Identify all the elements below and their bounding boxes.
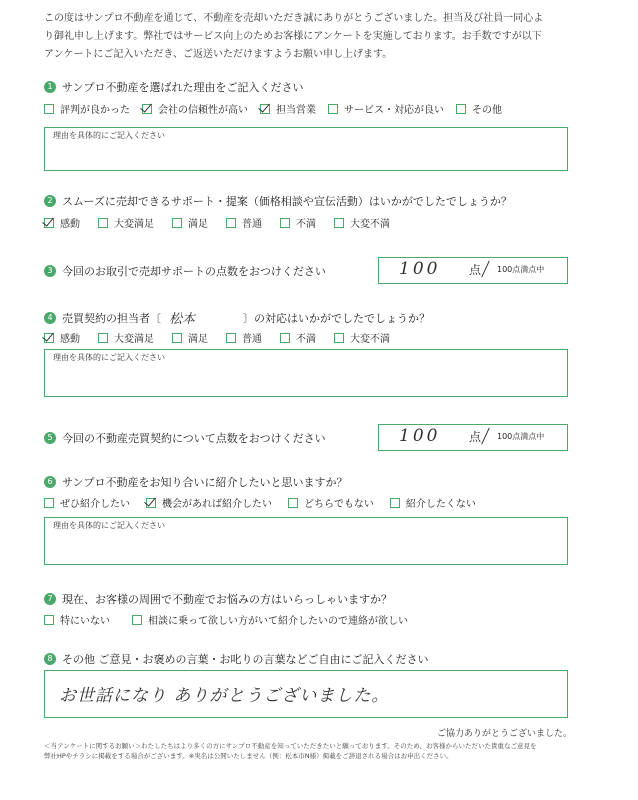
intro-text <box>44 10 604 64</box>
q4-options <box>44 330 402 345</box>
question-number: 5 <box>44 432 56 444</box>
q1-option-reputation[interactable]: 評判が良かった <box>44 101 130 116</box>
slash-divider <box>481 261 490 278</box>
question-text: 今回のお取引で売却サポートの点数をおつけください <box>62 265 326 278</box>
checkbox[interactable] <box>226 218 236 228</box>
q1-option-service[interactable]: サービス・対応が良い <box>328 101 444 116</box>
q6-options <box>44 495 488 510</box>
q2-option-dissatisfied[interactable]: 不満 <box>280 215 316 230</box>
q4-option-very-dissatisfied[interactable]: 大変不満 <box>334 330 390 345</box>
question-text: サンプロ不動産を選ばれた理由をご記入ください <box>62 81 304 94</box>
slash-divider <box>481 428 490 445</box>
checkbox-checked[interactable] <box>44 333 54 343</box>
question-text: その他 ご意見・お褒めの言葉・お叱りの言葉などご自由にご記入ください <box>62 653 429 666</box>
checkbox[interactable] <box>280 333 290 343</box>
score-value: 100 <box>399 259 441 279</box>
comment-answer: お世話になり ありがとうございました。 <box>59 686 390 706</box>
checkbox[interactable] <box>98 218 108 228</box>
q2-option-impressed[interactable]: 感動 <box>44 215 80 230</box>
question-2 <box>44 193 512 209</box>
footnote-line: ＜当アンケートに関するお願い＞わたしたちはより多くの方にサンプロ不動産を知っていただきたいと願っております。そのため、お客様からいただいた貴重なご意見を <box>44 742 537 750</box>
q7-option-contact[interactable]: 相談に乗って欲しい方がいて紹介したいので連絡が欲しい <box>132 612 408 627</box>
checkbox[interactable] <box>334 333 344 343</box>
question-number: 2 <box>44 195 56 207</box>
checkbox[interactable] <box>98 333 108 343</box>
score-unit: 点 <box>469 263 482 277</box>
checkbox[interactable] <box>226 333 236 343</box>
q6-option-neutral[interactable]: どちらでもない <box>288 495 374 510</box>
q2-option-average[interactable]: 普通 <box>226 215 262 230</box>
q1-reason-box[interactable] <box>44 127 568 171</box>
question-number: 4 <box>44 312 56 324</box>
q2-option-very-satisfied[interactable]: 大変満足 <box>98 215 154 230</box>
question-7 <box>44 591 392 607</box>
checkbox[interactable] <box>456 104 466 114</box>
checkbox[interactable] <box>280 218 290 228</box>
reason-label: 理由を具体的にご記入ください <box>53 131 165 140</box>
reason-label: 理由を具体的にご記入ください <box>53 353 165 362</box>
q1-options <box>44 101 514 116</box>
question-text: 〕の対応はいかがでしたでしょうか？ <box>243 311 430 325</box>
checkbox-checked[interactable] <box>44 218 54 228</box>
q2-options <box>44 215 402 230</box>
checkbox-checked[interactable] <box>146 498 156 508</box>
intro-line: アンケートにご記入いただき、ご返送いただけますようお願い申し上げます。 <box>44 49 393 60</box>
q2-option-very-dissatisfied[interactable]: 大変不満 <box>334 215 390 230</box>
footnote <box>44 741 604 761</box>
q6-option-no[interactable]: 紹介したくない <box>390 495 476 510</box>
checkbox[interactable] <box>334 218 344 228</box>
q4-reason-box[interactable] <box>44 349 568 397</box>
question-number: 1 <box>44 81 56 93</box>
q4-option-impressed[interactable]: 感動 <box>44 330 80 345</box>
reason-label: 理由を具体的にご記入ください <box>53 521 165 530</box>
q4-option-average[interactable]: 普通 <box>226 330 262 345</box>
question-text: スムーズに売却できるサポート・提案（価格相談や宣伝活動）はいかがでしたでしょうか？ <box>62 195 512 208</box>
q4-option-dissatisfied[interactable]: 不満 <box>280 330 316 345</box>
q5-score-field[interactable] <box>378 424 568 451</box>
q6-option-definitely[interactable]: ぜひ紹介したい <box>44 495 130 510</box>
intro-line: この度はサンプロ不動産を通じて、不動産を売却いただき誠にありがとうございました。担当及び社員一同心よ <box>44 13 544 24</box>
checkbox[interactable] <box>44 498 54 508</box>
q8-comment-box[interactable] <box>44 670 568 718</box>
q7-options <box>44 612 420 627</box>
q1-option-other[interactable]: その他 <box>456 101 502 116</box>
question-5 <box>44 430 326 446</box>
question-1 <box>44 79 303 95</box>
checkbox[interactable] <box>172 333 182 343</box>
q6-reason-box[interactable] <box>44 517 568 565</box>
q7-option-none[interactable]: 特にいない <box>44 612 110 627</box>
score-value: 100 <box>399 426 441 446</box>
question-number: 3 <box>44 265 56 277</box>
question-number: 8 <box>44 653 56 665</box>
score-max-note: 100点満点中 <box>497 265 545 274</box>
question-text: サンプロ不動産をお知り合いに紹介したいと思いますか？ <box>62 476 348 489</box>
checkbox[interactable] <box>172 218 182 228</box>
checkbox[interactable] <box>328 104 338 114</box>
question-number: 6 <box>44 476 56 488</box>
q2-option-satisfied[interactable]: 満足 <box>172 215 208 230</box>
q4-option-satisfied[interactable]: 満足 <box>172 330 208 345</box>
score-unit: 点 <box>469 430 482 444</box>
question-3 <box>44 263 326 279</box>
question-number: 7 <box>44 593 56 605</box>
question-text: 現在、お客様の周囲で不動産でお悩みの方はいらっしゃいますか？ <box>62 593 392 606</box>
intro-line: り御礼申し上げます。弊社ではサービス向上のためお客様にアンケートを実施しております。お手数ですが以下 <box>44 31 542 42</box>
q1-option-sales-rep[interactable]: 担当営業 <box>260 101 316 116</box>
question-text: 今回の不動産売買契約について点数をおつけください <box>62 432 326 445</box>
checkbox-checked[interactable] <box>142 104 152 114</box>
q1-option-reliability[interactable]: 会社の信頼性が高い <box>142 101 248 116</box>
question-8 <box>44 651 429 667</box>
checkbox[interactable] <box>132 615 142 625</box>
checkbox[interactable] <box>288 498 298 508</box>
q4-option-very-satisfied[interactable]: 大変満足 <box>98 330 154 345</box>
checkbox-checked[interactable] <box>260 104 270 114</box>
question-4 <box>44 308 430 327</box>
thanks-text: ご協力ありがとうございました。 <box>436 729 572 739</box>
question-text: 売買契約の担当者〔 <box>62 311 161 325</box>
question-6 <box>44 474 347 490</box>
checkbox[interactable] <box>44 104 54 114</box>
checkbox[interactable] <box>390 498 400 508</box>
agent-name[interactable]: 松本 <box>169 312 196 327</box>
q3-score-field[interactable] <box>378 257 568 284</box>
q6-option-if-chance[interactable]: 機会があれば紹介したい <box>146 495 272 510</box>
score-max-note: 100点満点中 <box>497 432 545 441</box>
footnote-line: 弊社HPやチラシに掲載をする場合がございます。※実名は公開いたしません（例：松本市N様）掲載をご辞退される場合はお申出ください。 <box>44 752 453 760</box>
checkbox[interactable] <box>44 615 54 625</box>
